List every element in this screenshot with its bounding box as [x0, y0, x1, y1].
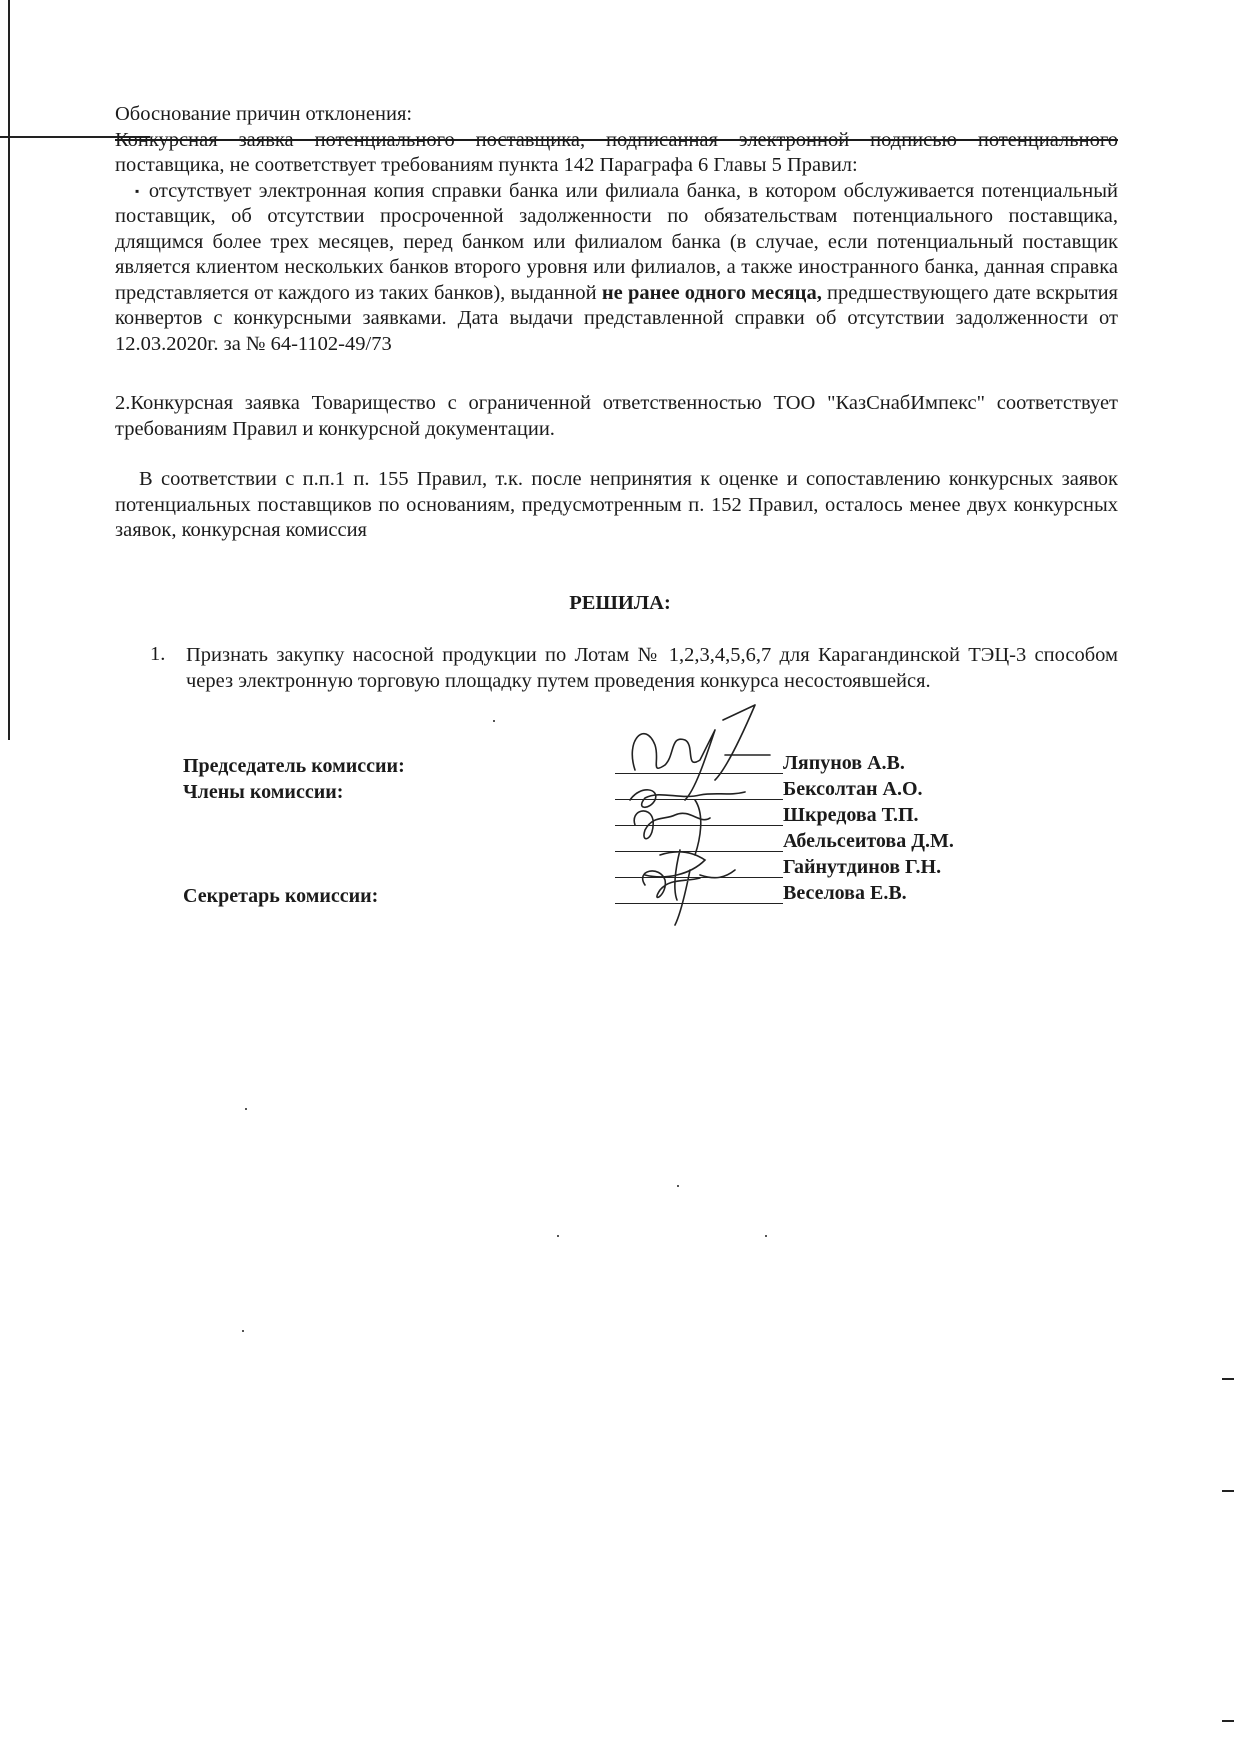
bullet-item	[115, 179, 1118, 358]
scan-speck	[765, 1235, 767, 1237]
decision-number: 1.	[150, 643, 166, 665]
paragraph-2: 2.Конкурсная заявка Товарищество с ограниченной ответственностью ТОО "КазСнабИмпекс" соответствует требованиям Правил и конкурсной документации.	[115, 392, 1118, 440]
signature-chairman	[632, 705, 770, 800]
signature-member-1	[630, 790, 745, 807]
member-name: Ляпунов А.В.	[783, 752, 905, 774]
bullet-text-2: предшествующего дате вскрытия конвертов с конкурсными заявками. Дата выдачи представленной справки об отсутствии задолженности от 12.03.2020г. за № 64-1102-49/73	[115, 281, 1118, 355]
members-role: Члены комиссии:	[183, 781, 344, 803]
scan-speck	[245, 1108, 247, 1110]
member-name: Шкредова Т.П.	[783, 804, 919, 826]
bullet-text-1: отсутствует электронная копия справки банка или филиала банка, в котором обслуживается потенциальный поставщик, об отсутствии просроченной задолженности по обязательствам потенциального поставщика, длящимся более трех месяцев, перед банком или филиалом банка (в случае, если потенциальный поставщик является клиентом нескольких банков второго уровня или филиалов, а также иностранного банка, данная справка представляется от каждого из таких банков), выданной	[115, 179, 1118, 304]
justification-continuation: поставщика, не соответствует требованиям пункта 142 Параграфа 6 Главы 5 Правил:	[115, 154, 858, 176]
secretary-role: Секретарь комиссии:	[183, 885, 379, 907]
signature-member-2	[634, 800, 710, 855]
struck-line: Конкурсная заявка потенциального поставщика, подписанная электронной подписью потенциального	[115, 128, 1118, 151]
scan-edge-mark	[1222, 1720, 1234, 1722]
scan-speck	[557, 1235, 559, 1237]
justification-heading: Обоснование причин отклонения:	[115, 103, 413, 125]
bullet-marker: ▪	[135, 183, 142, 198]
member-name: Веселова Е.В.	[783, 882, 907, 904]
paragraph-3: В соответствии с п.п.1 п. 155 Правил, т.к. после непринятия к оценке и сопоставлению конкурсных заявок потенциальных поставщиков по основаниям, предусмотренным п. 152 Правил, осталось менее двух конкурсных заявок, конкурсная комиссия	[115, 468, 1118, 541]
signature-member-4	[643, 870, 735, 925]
scan-speck	[242, 1330, 244, 1332]
scan-edge-mark	[1222, 1490, 1234, 1492]
scan-edge-mark	[1222, 1378, 1234, 1380]
scan-speck	[677, 1185, 679, 1187]
decision-text: Признать закупку насосной продукции по Лотам № 1,2,3,4,5,6,7 для Карагандинской ТЭЦ-3 способом через электронную торговую площадку путем проведения конкурса несостоявшейся.	[186, 644, 1118, 692]
handwritten-signatures	[605, 700, 805, 930]
signature-member-3	[645, 850, 705, 900]
member-name: Абельсеитова Д.М.	[783, 830, 954, 852]
justification-block	[115, 102, 1118, 357]
decision-heading: РЕШИЛА:	[569, 592, 671, 614]
member-name: Бексолтан А.О.	[783, 778, 923, 800]
scan-speck	[493, 720, 495, 722]
member-name: Гайнутдинов Г.Н.	[783, 856, 942, 878]
chairman-role: Председатель комиссии:	[183, 755, 405, 777]
scan-edge-line	[8, 0, 10, 740]
bullet-bold-text: не ранее одного месяца,	[601, 281, 822, 304]
